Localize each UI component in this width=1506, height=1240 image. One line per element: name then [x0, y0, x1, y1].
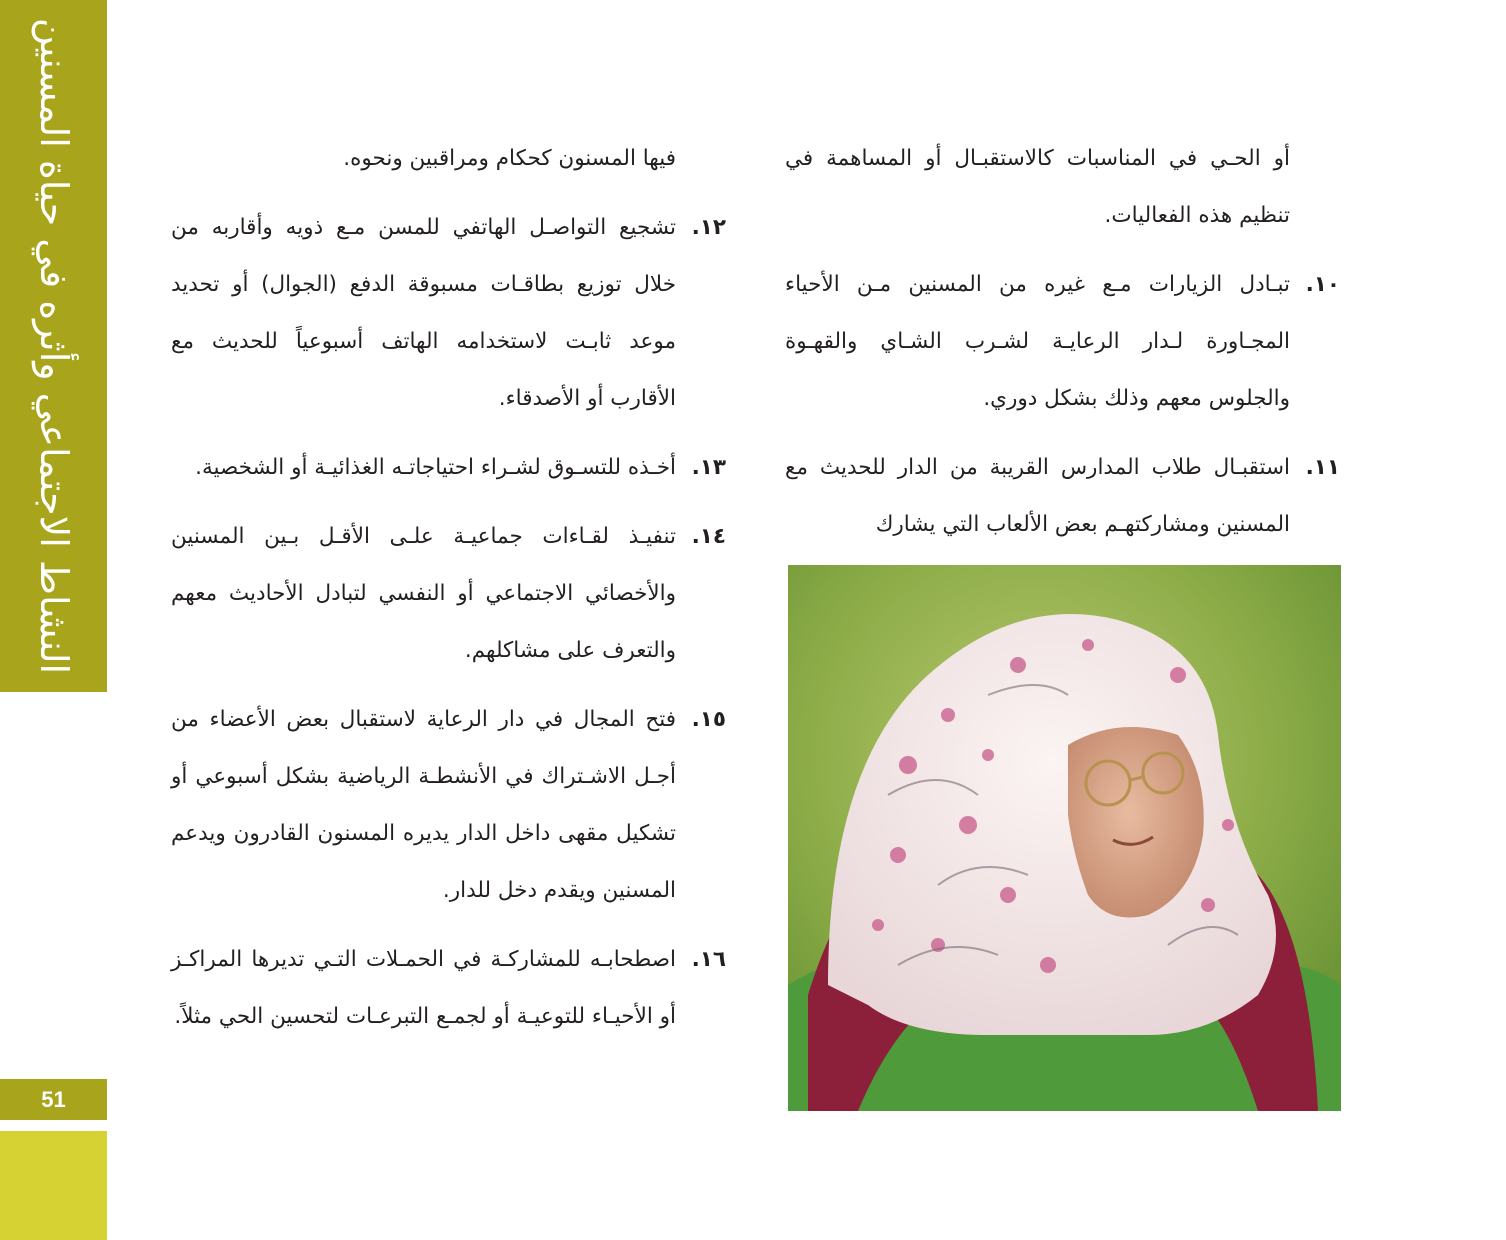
item-number: ١٣.	[691, 455, 726, 480]
decorative-block	[0, 1131, 107, 1240]
list-item	[785, 256, 1340, 427]
item-number: ١١.	[1305, 455, 1340, 480]
item-number: ١٦.	[691, 947, 726, 972]
item-number: ١٥.	[691, 707, 726, 732]
list-item	[785, 439, 1340, 553]
item-number: ١٠.	[1305, 272, 1340, 297]
list-item	[171, 439, 726, 496]
page-number: 51	[0, 1079, 107, 1120]
running-title: النشاط الاجتماعي وأثره في حياة المسنين	[32, 17, 76, 675]
elderly-woman-photo	[788, 565, 1341, 1111]
paragraph-text: أو الحـي في المناسبات كالاستقبـال أو المساهمة في تنظيم هذه الفعاليات.	[785, 146, 1290, 228]
item-number: ١٢.	[691, 215, 726, 240]
continuation-paragraph	[785, 130, 1290, 244]
item-text: تنفيـذ لقـاءات جماعيـة علـى الأقـل بـين المسنين والأخصائي الاجتماعي أو النفسي لتبادل الأحاديث معهم والتعرف على مشاكلهم.	[171, 524, 676, 663]
list-item	[171, 691, 726, 919]
item-text: فتح المجال في دار الرعاية لاستقبال بعض الأعضاء من أجـل الاشـتراك في الأنشطـة الرياضية بشكل أسبوعي أو تشكيل مقهى داخل الدار يديره المسنون القادرون ويدعم المسنين ويقدم دخل للدار.	[171, 707, 676, 903]
left-text-column	[171, 130, 726, 1057]
item-number: ١٤.	[691, 524, 726, 549]
item-text: أخـذه للتسـوق لشـراء احتياجاتـه الغذائيـة أو الشخصية.	[195, 455, 676, 480]
paragraph-text: فيها المسنون كحكام ومراقبين ونحوه.	[343, 146, 676, 171]
item-text: استقبـال طلاب المدارس القريبة من الدار للحديث مع المسنين ومشاركتهـم بعض الألعاب التي يشارك	[785, 455, 1290, 537]
right-text-column	[785, 130, 1340, 565]
list-item	[171, 199, 726, 427]
item-text: تشجيع التواصـل الهاتفي للمسن مـع ذويه وأقاربه من خلال توزيع بطاقـات مسبوقة الدفع (الجوال) أو تحديد موعد ثابـت لاستخدامه الهاتف أسبوعياً للحديث مع الأقارب أو الأصدقاء.	[171, 215, 676, 411]
list-item	[171, 508, 726, 679]
list-item	[171, 931, 726, 1045]
continuation-paragraph	[171, 130, 676, 187]
item-text: تبـادل الزيارات مـع غيره من المسنين مـن الأحياء المجـاورة لـدار الرعايـة لشـرب الشـاي والقهـوة والجلوس معهم وذلك بشكل دوري.	[785, 272, 1290, 411]
item-text: اصطحابـه للمشاركـة في الحمـلات التـي تديرها المراكـز أو الأحيـاء للتوعيـة أو لجمـع التبرعـات لتحسين الحي مثلاً.	[171, 947, 676, 1029]
